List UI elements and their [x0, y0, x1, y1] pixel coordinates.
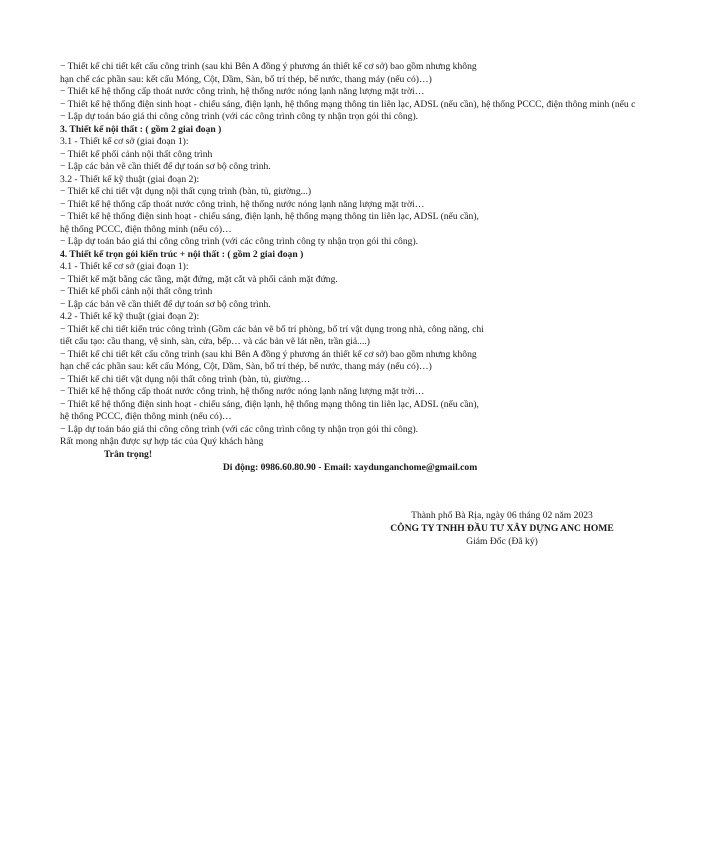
- document-body: [60, 61, 655, 475]
- signer-title: Giám Đốc (Đã ký): [466, 536, 538, 547]
- text-line: − Thiết kế chi tiết kiến trúc công trình (Gồm các bản vẽ bố trí phòng, bố trí vật dụng trong nhà, công năng, chi: [60, 323, 484, 335]
- text-line: hệ thống PCCC, điện thông minh (nếu có)…: [60, 223, 232, 235]
- text-line: 4.2 - Thiết kế kỹ thuật (giai đoạn 2):: [60, 311, 200, 322]
- text-line: hạn chế các phần sau: kết cấu Móng, Cột, Dầm, Sàn, bố trí thép, bể nước, thang máy (nếu có)…): [60, 73, 432, 85]
- text-line: − Thiết kế chi tiết vật dụng nội thất công trình (bàn, tủ, giường…: [60, 373, 311, 385]
- text-line: − Thiết kế hệ thống điện sinh hoạt - chiếu sáng, điện lạnh, hệ thống mạng thông tin liên lạc, ADSL (nếu cần),: [60, 398, 479, 410]
- text-line: − Lập dự toán báo giá thi công công trình (với các công trình công ty nhận trọn gói thi công).: [60, 423, 419, 435]
- text-line: − Thiết kế mặt bằng các tầng, mặt đứng, mặt cắt và phối cảnh mặt đứng.: [60, 273, 338, 285]
- text-line: hạn chế các phần sau: kết cấu Móng, Cột, Dầm, Sàn, bố trí thép, bể nước, thang máy (nếu có)…): [60, 361, 432, 372]
- text-line: − Thiết kế chi tiết kết cấu công trình (sau khi Bên A đồng ý phương án thiết kế cơ sở) bao gồm nhưng không: [60, 348, 477, 360]
- greeting: Trân trọng!: [104, 448, 153, 460]
- section-heading: 3. Thiết kế nội thất : ( gồm 2 giai đoạn ): [60, 123, 222, 135]
- text-line: − Lập các bản vẽ cần thiết để dự toán sơ bộ công trình.: [60, 298, 271, 310]
- text-line: − Thiết kế phối cảnh nội thất công trình: [60, 286, 213, 297]
- text-line: − Lập dự toán báo giá thi công công trình (với các công trình công ty nhận trọn gói thi công).: [60, 236, 419, 247]
- text-line: 3.1 - Thiết kế cơ sở (giai đoạn 1):: [60, 136, 189, 147]
- signature-date: Thành phố Bà Rịa, ngày 06 tháng 02 năm 2023: [411, 510, 593, 521]
- text-line: − Thiết kế chi tiết kết cấu công trình (sau khi Bên A đồng ý phương án thiết kế cơ sở) bao gồm nhưng không: [60, 61, 477, 72]
- text-line: − Lập các bản vẽ cần thiết để dự toán sơ bộ công trình.: [60, 161, 271, 172]
- text-line: − Thiết kế chi tiết vật dụng nội thất cụng trình (bàn, tủ, giường...): [60, 186, 312, 197]
- text-line: Rất mong nhận được sự hợp tác của Quý khách hàng: [60, 436, 264, 447]
- text-line: − Thiết kế hệ thống cấp thoát nước công trình, hệ thống nước nóng lạnh năng lượng mặt trời…: [60, 386, 425, 397]
- contact-line: Di động: 0986.60.80.90 - Email: xaydunganchome@gmail.com: [222, 462, 478, 473]
- signature-block: [382, 509, 622, 548]
- text-line: hệ thống PCCC, điện thông minh (nếu có)…: [60, 411, 232, 422]
- text-line: − Thiết kế hệ thống điện sinh hoạt - chiếu sáng, điện lạnh, hệ thống mạng thông tin liên lạc, ADSL (nếu cần), hệ thống PCCC, điện thông minh (nếu c: [60, 98, 636, 110]
- document-lines: [60, 61, 655, 449]
- text-line: 4.1 - Thiết kế cơ sở (giai đoạn 1):: [60, 261, 189, 272]
- section-heading: 4. Thiết kế trọn gói kiến trúc + nội thất : ( gồm 2 giai đoạn ): [60, 248, 304, 260]
- text-line: − Thiết kế phối cảnh nội thất công trình: [60, 148, 213, 160]
- text-line: − Thiết kế hệ thống điện sinh hoạt - chiếu sáng, điện lạnh, hệ thống mạng thông tin liên lạc, ADSL (nếu cần),: [60, 211, 479, 222]
- text-line: − Thiết kế hệ thống cấp thoát nước công trình, hệ thống nước nóng lạnh năng lượng mặt trời…: [60, 198, 425, 210]
- text-line: − Lập dự toán báo giá thi công công trình (với các công trình công ty nhận trọn gói thi công).: [60, 111, 419, 122]
- text-line: − Thiết kế hệ thống cấp thoát nước công trình, hệ thống nước nóng lạnh năng lượng mặt trời…: [60, 86, 425, 97]
- company-name: CÔNG TY TNHH ĐẦU TƯ XÂY DỰNG ANC HOME: [390, 523, 614, 534]
- text-line: 3.2 - Thiết kế kỹ thuật (giai đoạn 2):: [60, 173, 200, 185]
- text-line: tiết cấu tạo: cầu thang, vệ sinh, sàn, cửa, bếp… và các bản vẽ lát nền, trần giả....): [60, 336, 370, 347]
